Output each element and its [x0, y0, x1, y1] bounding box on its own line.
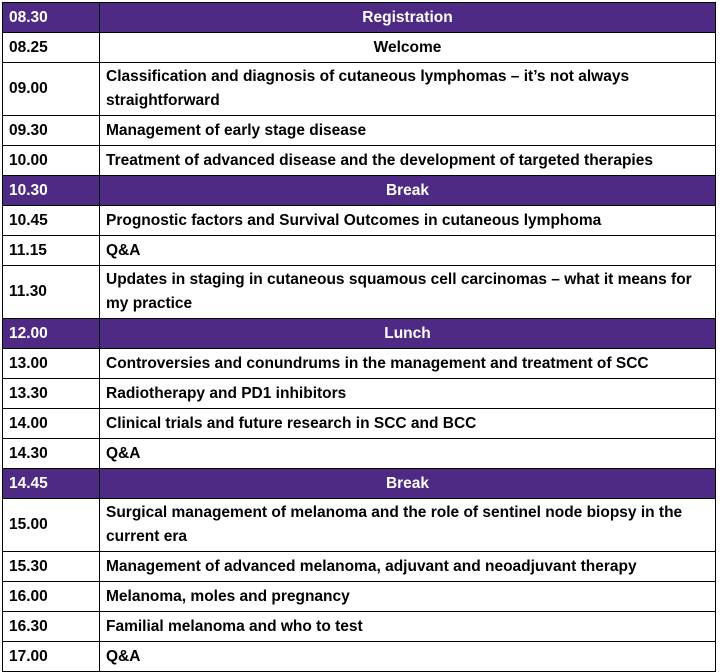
- session-time: 16.00: [3, 582, 100, 612]
- session-title: Melanoma, moles and pregnancy: [100, 582, 716, 612]
- session-time: 17.00: [3, 642, 100, 672]
- agenda-row: [3, 379, 716, 409]
- session-title: Updates in staging in cutaneous squamous cell carcinomas – what it means for my practice: [100, 266, 716, 319]
- agenda-row-header: [3, 469, 716, 499]
- agenda-row-header: [3, 176, 716, 206]
- agenda-row: [3, 642, 716, 672]
- agenda-row-header: [3, 319, 716, 349]
- agenda-row: [3, 146, 716, 176]
- session-time: 15.00: [3, 499, 100, 552]
- session-time: 11.30: [3, 266, 100, 319]
- agenda-row: [3, 552, 716, 582]
- session-title: Familial melanoma and who to test: [100, 612, 716, 642]
- session-title: Treatment of advanced disease and the development of targeted therapies: [100, 146, 716, 176]
- agenda-row: [3, 206, 716, 236]
- session-title: Q&A: [100, 439, 716, 469]
- session-time: 08.25: [3, 33, 100, 63]
- agenda-row: [3, 582, 716, 612]
- session-time: 14.00: [3, 409, 100, 439]
- session-time: 09.00: [3, 63, 100, 116]
- session-time: 14.30: [3, 439, 100, 469]
- agenda-row: [3, 63, 716, 116]
- session-time: 10.30: [3, 176, 100, 206]
- agenda-row: [3, 236, 716, 266]
- agenda-row: [3, 409, 716, 439]
- agenda-row: [3, 266, 716, 319]
- session-time: 16.30: [3, 612, 100, 642]
- session-time: 13.30: [3, 379, 100, 409]
- agenda-row: [3, 33, 716, 63]
- agenda-row: [3, 439, 716, 469]
- session-time: 15.30: [3, 552, 100, 582]
- agenda-row: [3, 499, 716, 552]
- session-title: Break: [100, 469, 716, 499]
- session-title: Break: [100, 176, 716, 206]
- session-title: Classification and diagnosis of cutaneous lymphomas – it’s not always straightforward: [100, 63, 716, 116]
- session-time: 11.15: [3, 236, 100, 266]
- agenda-row: [3, 612, 716, 642]
- session-time: 14.45: [3, 469, 100, 499]
- session-time: 12.00: [3, 319, 100, 349]
- session-title: Controversies and conundrums in the management and treatment of SCC: [100, 349, 716, 379]
- session-title: Welcome: [100, 33, 716, 63]
- session-title: Radiotherapy and PD1 inhibitors: [100, 379, 716, 409]
- session-title: Q&A: [100, 236, 716, 266]
- agenda-row-header: [3, 3, 716, 33]
- session-time: 13.00: [3, 349, 100, 379]
- session-title: Surgical management of melanoma and the role of sentinel node biopsy in the current era: [100, 499, 716, 552]
- session-time: 10.45: [3, 206, 100, 236]
- agenda-row: [3, 349, 716, 379]
- session-title: Management of early stage disease: [100, 116, 716, 146]
- agenda-row: [3, 116, 716, 146]
- session-time: 10.00: [3, 146, 100, 176]
- session-title: Management of advanced melanoma, adjuvant and neoadjuvant therapy: [100, 552, 716, 582]
- session-title: Clinical trials and future research in SCC and BCC: [100, 409, 716, 439]
- session-title: Q&A: [100, 642, 716, 672]
- session-time: 08.30: [3, 3, 100, 33]
- session-title: Lunch: [100, 319, 716, 349]
- session-title: Prognostic factors and Survival Outcomes in cutaneous lymphoma: [100, 206, 716, 236]
- session-title: Registration: [100, 3, 716, 33]
- agenda-table: [2, 2, 716, 672]
- session-time: 09.30: [3, 116, 100, 146]
